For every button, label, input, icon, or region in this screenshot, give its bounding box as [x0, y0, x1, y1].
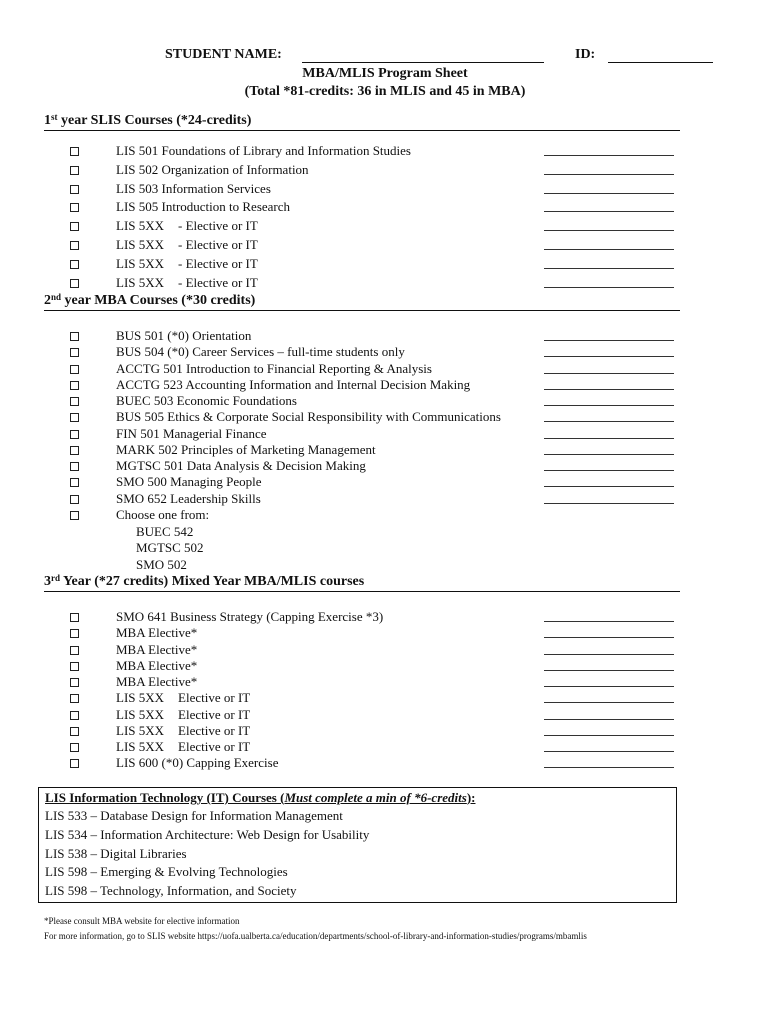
course-checkbox[interactable] [70, 711, 79, 720]
course-desc: Elective or IT [178, 739, 251, 754]
course-row [0, 181, 770, 197]
ordinal-suffix: rd [51, 573, 60, 583]
course-label: BUS 501 (*0) Orientation [116, 328, 252, 343]
course-label: LIS 502 Organization of Information [116, 161, 309, 177]
it-course-item: LIS 598 – Technology, Information, and Society [45, 883, 297, 899]
course-row [0, 739, 770, 755]
grade-blank[interactable] [544, 621, 674, 622]
course-code: LIS 5XX [116, 237, 165, 252]
course-row [0, 458, 770, 474]
course-checkbox[interactable] [70, 203, 79, 212]
ordinal-number: 1 [44, 113, 51, 128]
course-label: MBA Elective* [116, 625, 198, 641]
grade-blank[interactable] [544, 486, 674, 487]
course-desc: Elective or IT [178, 706, 251, 722]
course-desc: - Elective or IT [178, 274, 258, 290]
course-row [0, 723, 770, 739]
course-code: LIS 5XX [116, 722, 165, 738]
it-course-item: LIS 534 – Information Architecture: Web Design for Usability [45, 826, 370, 842]
course-row [0, 625, 770, 641]
course-label: LIS 505 Introduction to Research [116, 199, 291, 215]
course-desc: - Elective or IT [178, 218, 258, 234]
grade-blank[interactable] [544, 421, 674, 422]
course-label: SMO 500 Managing People [116, 474, 262, 490]
grade-blank[interactable] [544, 174, 674, 175]
grade-blank[interactable] [544, 249, 674, 250]
course-checkbox[interactable] [70, 348, 79, 357]
course-checkbox[interactable] [70, 478, 79, 487]
course-checkbox[interactable] [70, 413, 79, 422]
ordinal-number: 3 [44, 574, 51, 589]
course-row [0, 377, 770, 393]
course-checkbox[interactable] [70, 241, 79, 250]
course-row [0, 707, 770, 723]
course-row [0, 474, 770, 490]
grade-blank[interactable] [544, 405, 674, 406]
course-label: MBA Elective* [116, 641, 198, 657]
it-course-item: LIS 598 – Emerging & Evolving Technologies [45, 864, 288, 880]
course-checkbox[interactable] [70, 260, 79, 269]
grade-blank[interactable] [544, 438, 674, 439]
course-label [116, 275, 258, 291]
grade-blank[interactable] [544, 767, 674, 768]
ordinal-number: 2 [44, 293, 51, 308]
grade-blank[interactable] [544, 340, 674, 341]
page-title: MBA/MLIS Program Sheet [302, 66, 468, 81]
section-title: Year (*27 credits) Mixed Year MBA/MLIS courses [60, 574, 365, 589]
course-label: LIS 501 Foundations of Library and Information Studies [116, 143, 411, 158]
grade-blank[interactable] [544, 470, 674, 471]
elective-option: MGTSC 502 [136, 540, 204, 556]
section-heading-year-2 [44, 293, 680, 311]
ordinal-suffix: st [51, 112, 58, 122]
course-label: LIS 600 (*0) Capping Exercise [116, 755, 279, 771]
course-row [0, 442, 770, 458]
course-checkbox[interactable] [70, 462, 79, 471]
section-heading-year-1 [44, 113, 680, 131]
course-code: LIS 5XX [116, 739, 165, 754]
course-label: MARK 502 Principles of Marketing Management [116, 441, 376, 457]
course-row [0, 507, 770, 523]
course-checkbox[interactable] [70, 511, 79, 520]
elective-option: SMO 502 [136, 556, 187, 572]
grade-blank[interactable] [544, 751, 674, 752]
course-row [0, 609, 770, 625]
grade-blank[interactable] [544, 389, 674, 390]
elective-option: BUEC 542 [136, 524, 194, 539]
grade-blank[interactable] [544, 654, 674, 655]
course-desc: - Elective or IT [178, 237, 258, 252]
course-label [116, 739, 250, 755]
course-code: LIS 5XX [116, 690, 165, 706]
grade-blank[interactable] [544, 211, 674, 212]
course-checkbox[interactable] [70, 430, 79, 439]
course-label [116, 723, 250, 739]
course-checkbox[interactable] [70, 727, 79, 736]
course-row [0, 143, 770, 159]
course-checkbox[interactable] [70, 279, 79, 288]
course-label: BUS 504 (*0) Career Services – full-time students only [116, 344, 405, 360]
course-row [0, 275, 770, 291]
course-label: MGTSC 501 Data Analysis & Decision Making [116, 458, 366, 473]
course-checkbox[interactable] [70, 678, 79, 687]
id-field[interactable] [608, 62, 713, 63]
student-name-label: STUDENT NAME: [165, 47, 282, 62]
section-heading-year-3 [44, 574, 680, 592]
course-checkbox[interactable] [70, 662, 79, 671]
course-label [116, 218, 258, 234]
page-subtitle: (Total *81-credits: 36 in MLIS and 45 in MBA) [244, 84, 526, 99]
course-row [0, 491, 770, 507]
course-label [116, 707, 250, 723]
course-row [0, 409, 770, 425]
course-desc: Elective or IT [178, 722, 251, 738]
more-info-note: For more information, go to SLIS website https://uofa.ualberta.ca/education/departments/school-of-library-and-information-studies/programs/mbamlis [44, 931, 587, 941]
course-label [116, 690, 250, 706]
section-title: year SLIS Courses (*24-credits) [57, 113, 252, 128]
grade-blank[interactable] [544, 356, 674, 357]
course-label: Choose one from: [116, 506, 210, 522]
course-row [0, 690, 770, 706]
course-checkbox[interactable] [70, 629, 79, 638]
course-code: LIS 5XX [116, 706, 165, 722]
course-checkbox[interactable] [70, 613, 79, 622]
course-row [0, 218, 770, 234]
id-label: ID: [575, 47, 596, 62]
course-row [0, 361, 770, 377]
course-desc: - Elective or IT [178, 255, 258, 271]
grade-blank[interactable] [544, 702, 674, 703]
course-row [0, 256, 770, 272]
course-label: SMO 641 Business Strategy (Capping Exercise *3) [116, 609, 384, 624]
grade-blank[interactable] [544, 193, 674, 194]
grade-blank[interactable] [544, 454, 674, 455]
course-checkbox[interactable] [70, 381, 79, 390]
course-row [0, 162, 770, 178]
course-row [0, 344, 770, 360]
grade-blank[interactable] [544, 287, 674, 288]
grade-blank[interactable] [544, 373, 674, 374]
course-row [0, 328, 770, 344]
course-checkbox[interactable] [70, 332, 79, 341]
grade-blank[interactable] [544, 230, 674, 231]
course-row [0, 658, 770, 674]
course-checkbox[interactable] [70, 495, 79, 504]
it-course-item: LIS 538 – Digital Libraries [45, 845, 187, 861]
course-label: MBA Elective* [116, 674, 198, 689]
grade-blank[interactable] [544, 735, 674, 736]
grade-blank[interactable] [544, 670, 674, 671]
course-label: FIN 501 Managerial Finance [116, 425, 267, 441]
course-label: MBA Elective* [116, 657, 198, 673]
course-row [0, 426, 770, 442]
student-name-field[interactable] [302, 62, 544, 63]
course-checkbox[interactable] [70, 147, 79, 156]
grade-blank[interactable] [544, 155, 674, 156]
course-code: LIS 5XX [116, 255, 165, 271]
course-checkbox[interactable] [70, 365, 79, 374]
course-row [0, 642, 770, 658]
elective-note: *Please consult MBA website for elective information [44, 916, 240, 926]
course-label [116, 237, 258, 253]
course-checkbox[interactable] [70, 222, 79, 231]
course-label: BUEC 503 Economic Foundations [116, 393, 297, 408]
course-label: ACCTG 523 Accounting Information and Internal Decision Making [116, 376, 471, 392]
course-label: SMO 652 Leadership Skills [116, 490, 261, 506]
course-desc: Elective or IT [178, 690, 251, 706]
course-label: ACCTG 501 Introduction to Financial Reporting & Analysis [116, 360, 432, 376]
course-row [0, 237, 770, 253]
course-label: LIS 503 Information Services [116, 180, 271, 196]
course-checkbox[interactable] [70, 446, 79, 455]
section-title: year MBA Courses (*30 credits) [61, 293, 256, 308]
course-checkbox[interactable] [70, 646, 79, 655]
it-courses-title: LIS Information Technology (IT) Courses (Must complete a min of *6-credits): [45, 790, 476, 805]
ordinal-suffix: nd [51, 292, 62, 302]
grade-blank[interactable] [544, 503, 674, 504]
grade-blank[interactable] [544, 719, 674, 720]
course-checkbox[interactable] [70, 759, 79, 768]
course-checkbox[interactable] [70, 694, 79, 703]
course-checkbox[interactable] [70, 185, 79, 194]
course-checkbox[interactable] [70, 397, 79, 406]
course-label [116, 256, 258, 272]
it-course-item: LIS 533 – Database Design for Information Management [45, 808, 343, 823]
grade-blank[interactable] [544, 268, 674, 269]
course-code: LIS 5XX [116, 274, 165, 290]
grade-blank[interactable] [544, 686, 674, 687]
course-code: LIS 5XX [116, 218, 165, 234]
course-checkbox[interactable] [70, 743, 79, 752]
course-row [0, 755, 770, 771]
grade-blank[interactable] [544, 637, 674, 638]
course-row [0, 393, 770, 409]
course-row [0, 674, 770, 690]
course-label: BUS 505 Ethics & Corporate Social Responsibility with Communications [116, 409, 501, 425]
course-checkbox[interactable] [70, 166, 79, 175]
course-row [0, 199, 770, 215]
